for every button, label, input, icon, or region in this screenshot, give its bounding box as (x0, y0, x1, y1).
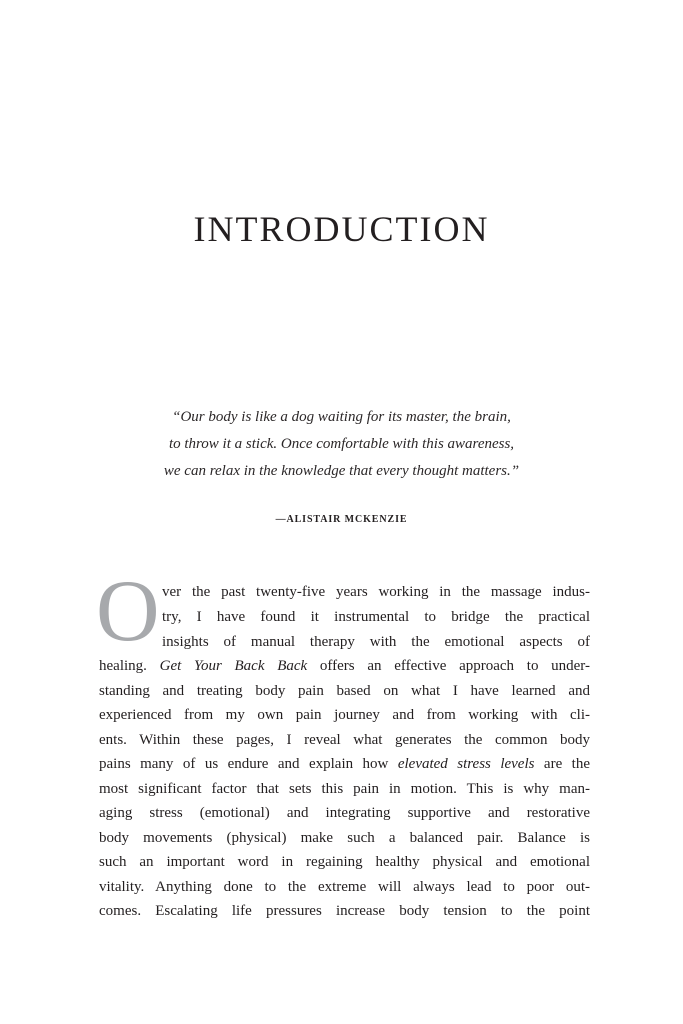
body-line: body movements (physical) make such a balanced pair. Balance is (99, 830, 590, 846)
epigraph-line: to throw it a stick. Once comfortable with this awareness, (168, 436, 515, 452)
epigraph-attribution: —ALISTAIR MCKENZIE (275, 514, 408, 525)
body-line (99, 656, 590, 676)
body-line (99, 754, 590, 774)
epigraph-quote (0, 404, 683, 485)
chapter-title: INTRODUCTION (193, 209, 490, 249)
body-text: are the (534, 756, 590, 772)
body-line: try, I have found it instrumental to bridge the practical (162, 609, 590, 625)
body-line: ver the past twenty-five years working in the massage indus- (162, 584, 590, 600)
body-line: standing and treating body pain based on what I have learned and (99, 683, 590, 699)
body-line: vitality. Anything done to the extreme will always lead to poor out- (99, 879, 590, 895)
book-title-emphasis: Get Your Back Back (159, 658, 308, 674)
body-line: aging stress (emotional) and integrating supportive and restorative (99, 805, 590, 821)
epigraph-line: “Our body is like a dog waiting for its master, the brain, (172, 409, 511, 425)
body-line: such an important word in regaining healthy physical and emotional (99, 854, 590, 870)
body-text: pains many of us endure and explain how (99, 756, 398, 772)
body-line: experienced from my own pain journey and from working with cli- (99, 707, 590, 723)
body-line: insights of manual therapy with the emotional aspects of (162, 634, 590, 650)
body-line: most significant factor that sets this pain in motion. This is why man- (99, 781, 590, 797)
stress-emphasis: elevated stress levels (397, 756, 535, 772)
body-line: ents. Within these pages, I reveal what generates the common body (99, 732, 590, 748)
drop-cap: O (96, 563, 160, 660)
body-text: offers an effective approach to under- (307, 658, 590, 674)
body-text: healing. (99, 658, 160, 674)
epigraph-line: we can relax in the knowledge that every thought matters.” (163, 463, 520, 479)
body-line: comes. Escalating life pressures increase body tension to the point (99, 903, 590, 919)
